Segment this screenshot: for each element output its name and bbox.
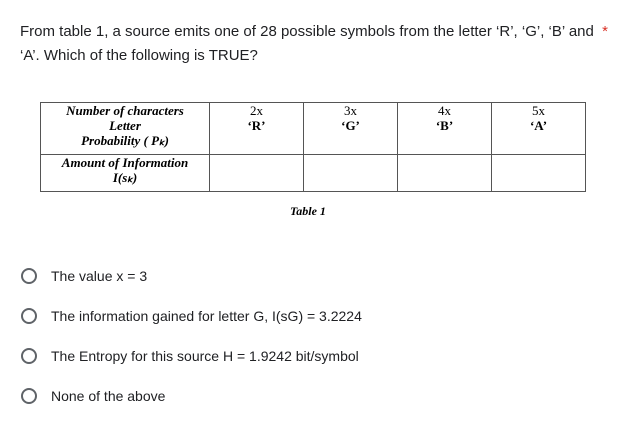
letter-cell: ‘B’ — [435, 118, 454, 133]
cell-col-1 — [210, 103, 304, 155]
header-letter: Letter — [109, 118, 141, 133]
option-2[interactable] — [21, 306, 362, 326]
count-cell: 5x — [532, 103, 545, 118]
option-label: The value x = 3 — [51, 268, 148, 284]
option-3[interactable] — [21, 346, 362, 366]
option-label: None of the above — [51, 388, 166, 404]
table-row — [41, 103, 586, 155]
cell-col-2 — [304, 103, 398, 155]
radio-button[interactable] — [21, 348, 37, 364]
info-cell — [304, 155, 398, 192]
question-text: From table 1, a source emits one of 28 possible symbols from the letter ‘R’, ‘G’, ‘B’ and ‘A’. Which of the following is TRUE? — [20, 23, 594, 64]
radio-button[interactable] — [21, 388, 37, 404]
option-1[interactable] — [21, 266, 362, 286]
option-4[interactable] — [21, 386, 362, 406]
count-cell: 2x — [250, 103, 263, 118]
letter-cell: ‘G’ — [341, 118, 360, 133]
option-label: The Entropy for this source H = 1.9242 bit/symbol — [51, 348, 359, 364]
header-amount-of-information: Amount of Information — [61, 155, 189, 170]
letter-cell: ‘A’ — [529, 118, 548, 133]
info-cell — [398, 155, 492, 192]
cell-col-4 — [492, 103, 586, 155]
radio-button[interactable] — [21, 308, 37, 324]
question-text-block — [20, 20, 608, 68]
cell-col-3 — [398, 103, 492, 155]
required-indicator: * — [602, 23, 608, 40]
header-number-of-characters: Number of characters — [66, 103, 184, 118]
info-cell — [492, 155, 586, 192]
count-cell: 3x — [344, 103, 357, 118]
count-cell: 4x — [438, 103, 451, 118]
option-label: The information gained for letter G, I(sG) = 3.2224 — [51, 308, 362, 324]
info-cell — [210, 155, 304, 192]
row-headers-bottom — [41, 155, 210, 192]
header-probability: Probability ( Pₖ) — [81, 133, 169, 148]
header-information-symbol: I(sₖ) — [112, 170, 138, 185]
radio-button[interactable] — [21, 268, 37, 284]
row-headers-top — [41, 103, 210, 155]
table-row — [41, 155, 586, 192]
answer-options — [21, 266, 362, 426]
info-table — [40, 102, 586, 192]
table-caption: Table 1 — [290, 204, 326, 218]
letter-cell: ‘R’ — [247, 118, 266, 133]
